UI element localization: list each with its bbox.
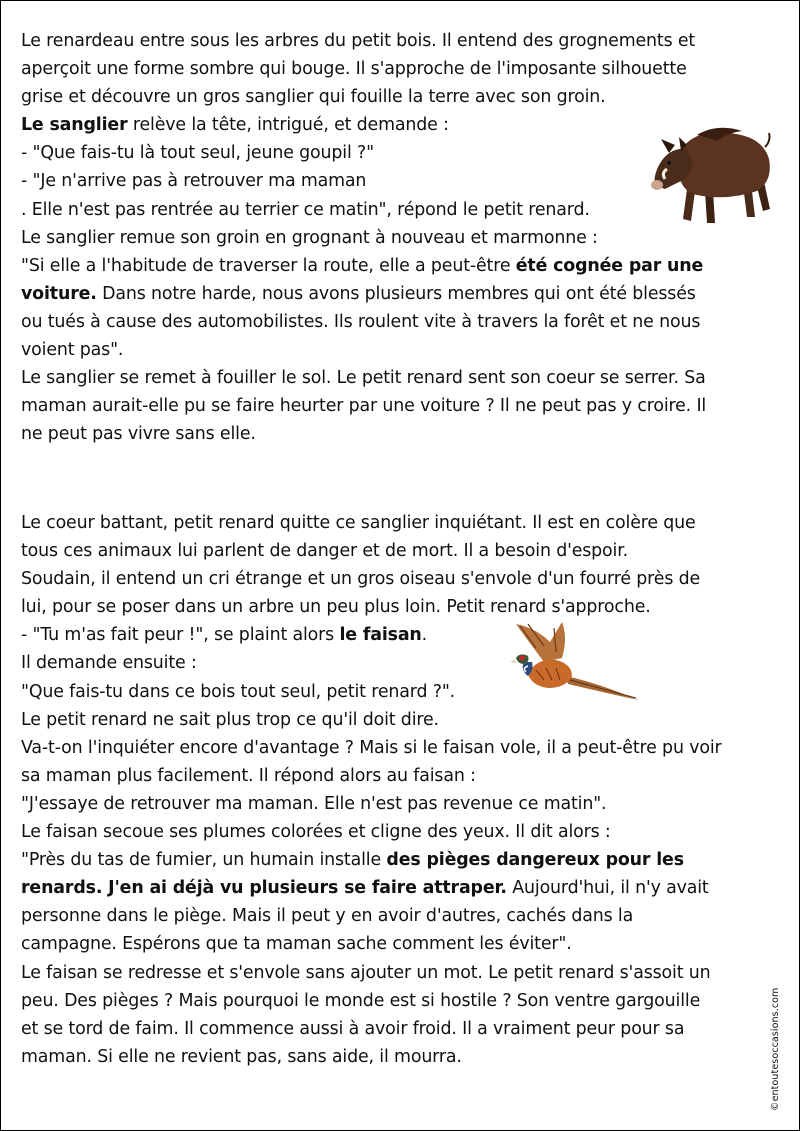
- text-line: [21, 874, 781, 902]
- text-line: [21, 649, 781, 677]
- text-segment: Le coeur battant, petit renard quitte ce sanglier inquiétant. Il est en colère que: [21, 513, 696, 533]
- text-segment: lui, pour se poser dans un arbre un peu plus loin. Petit renard s'approche.: [21, 597, 651, 618]
- text-segment: maman. Si elle ne revient pas, sans aide, il mourra.: [21, 1046, 462, 1067]
- text-segment: Le petit renard ne sait plus trop ce qu'il doit dire.: [21, 709, 439, 730]
- story-part-1: [21, 27, 781, 448]
- text-segment: "Si elle a l'habitude de traverser la route, elle a peut-être: [21, 255, 516, 276]
- text-line: [21, 224, 781, 252]
- text-line: [21, 987, 781, 1015]
- text-segment: relève la tête, intrigué, et demande :: [127, 115, 449, 136]
- text-segment: tous ces animaux lui parlent de danger et de mort. Il a besoin d'espoir.: [21, 541, 629, 562]
- text-segment: peu. Des pièges ? Mais pourquoi le monde est si hostile ? Son ventre gargouille: [21, 990, 701, 1011]
- text-segment: Le faisan se redresse et s'envole sans ajouter un mot. Le petit renard s'assoit un: [21, 962, 711, 983]
- text-line: [21, 55, 781, 83]
- text-line: [21, 1015, 781, 1043]
- text-line: [21, 734, 781, 762]
- text-segment: - "Que fais-tu là tout seul, jeune goupil ?": [21, 143, 374, 164]
- bold-text: le faisan: [339, 625, 422, 646]
- text-segment: Le sanglier remue son groin en grognant à nouveau et marmonne :: [21, 227, 598, 248]
- text-line: [21, 818, 781, 846]
- text-segment: Dans notre harde, nous avons plusieurs membres qui ont été blessés: [96, 283, 696, 304]
- text-segment: "Que fais-tu dans ce bois tout seul, petit renard ?".: [21, 681, 456, 702]
- text-segment: voient pas".: [21, 340, 124, 361]
- text-segment: . Elle n'est pas rentrée au terrier ce matin", répond le petit renard.: [21, 199, 590, 220]
- text-line: [21, 678, 781, 706]
- text-line: [21, 27, 781, 55]
- text-segment: ne peut pas vivre sans elle.: [21, 424, 256, 445]
- text-line: [21, 959, 781, 987]
- text-line: [21, 83, 781, 111]
- text-segment: .: [421, 625, 428, 646]
- text-segment: "Près du tas de fumier, un humain installe: [21, 850, 387, 871]
- text-line: [21, 420, 781, 448]
- text-line: [21, 902, 781, 930]
- boar-illustration: [647, 119, 773, 227]
- text-line: [21, 1043, 781, 1071]
- text-segment: Le renardeau entre sous les arbres du petit bois. Il entend des grognements et: [21, 31, 696, 51]
- text-segment: Il demande ensuite :: [21, 653, 197, 674]
- text-line: [21, 762, 781, 790]
- bold-text: Le sanglier: [21, 115, 128, 136]
- text-line: [21, 621, 781, 649]
- bold-text: renards. J'en ai déjà vu plusieurs se faire attraper.: [21, 878, 507, 899]
- text-segment: sa maman plus facilement. Il répond alors au faisan :: [21, 765, 476, 786]
- text-line: [21, 364, 781, 392]
- text-segment: Soudain, il entend un cri étrange et un gros oiseau s'envole d'un fourré près de: [21, 569, 701, 590]
- text-segment: maman aurait-elle pu se faire heurter par une voiture ? Il ne peut pas y croire. Il: [21, 396, 707, 417]
- text-segment: - "Je n'arrive pas à retrouver ma maman: [21, 171, 367, 192]
- text-line: [21, 565, 781, 593]
- text-segment: aperçoit une forme sombre qui bouge. Il s'approche de l'imposante silhouette: [21, 59, 687, 80]
- text-line: [21, 593, 781, 621]
- text-segment: et se tord de faim. Il commence aussi à avoir froid. Il a vraiment peur pour sa: [21, 1018, 685, 1039]
- text-line: [21, 930, 781, 958]
- bold-text: des pièges dangereux pour les: [386, 850, 684, 871]
- bold-text: été cognée par une: [515, 255, 704, 276]
- bold-text: voiture.: [21, 283, 97, 304]
- text-segment: campagne. Espérons que ta maman sache comment les éviter".: [21, 934, 572, 955]
- text-segment: - "Tu m'as fait peur !", se plaint alors: [21, 625, 340, 646]
- text-segment: Va-t-on l'inquiéter encore d'avantage ? Mais si le faisan vole, il a peut-être pu voir: [21, 737, 722, 758]
- text-line: [21, 252, 781, 280]
- text-segment: personne dans le piège. Mais il peut y en avoir d'autres, cachés dans la: [21, 906, 634, 927]
- text-segment: grise et découvre un gros sanglier qui fouille la terre avec son groin.: [21, 87, 606, 108]
- text-line: [21, 537, 781, 565]
- text-line: [21, 280, 781, 308]
- text-segment: ou tués à cause des automobilistes. Ils roulent vite à travers la forêt et ne nous: [21, 311, 701, 332]
- pheasant-illustration: [506, 618, 641, 718]
- text-segment: "J'essaye de retrouver ma maman. Elle n'est pas revenue ce matin".: [21, 793, 607, 814]
- text-line: [21, 509, 781, 537]
- story-part-2: [21, 509, 781, 1071]
- text-line: [21, 392, 781, 420]
- text-line: [21, 790, 781, 818]
- text-segment: Le sanglier se remet à fouiller le sol. Le petit renard sent son coeur se serrer. Sa: [21, 368, 706, 389]
- text-line: [21, 336, 781, 364]
- text-segment: Aujourd'hui, il n'y avait: [506, 878, 709, 899]
- text-segment: Le faisan secoue ses plumes colorées et cligne des yeux. Il dit alors :: [21, 822, 611, 843]
- text-line: [21, 706, 781, 734]
- text-line: [21, 846, 781, 874]
- copyright-credit: ©entoutesoccasions.com: [770, 987, 781, 1111]
- text-line: [21, 308, 781, 336]
